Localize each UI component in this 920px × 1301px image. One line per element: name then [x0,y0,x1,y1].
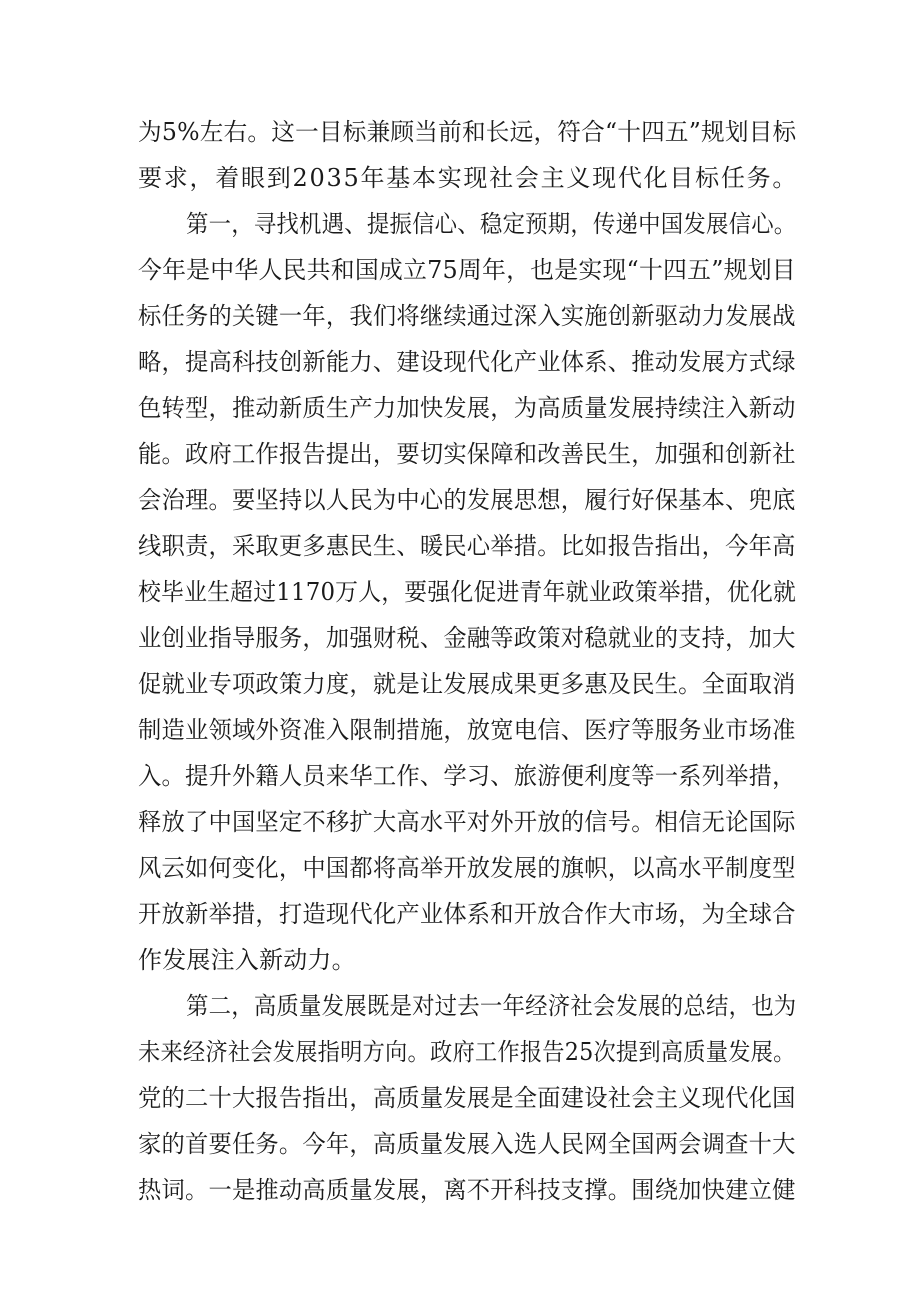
text-line: 未来经济社会发展指明方向。政府工作报告25次提到高质量发展。 [138,1038,796,1066]
text-line: 入。提升外籍人员来华工作、学习、旅游便利度等一系列举措， [138,762,796,790]
text-line: 为5%左右。这一目标兼顾当前和长远，符合“十四五”规划目标 [138,118,797,146]
text-line: 色转型，推动新质生产力加快发展，为高质量发展持续注入新动 [138,394,796,422]
text-line: 作发展注入新动力。 [138,946,356,974]
text-line: 校毕业生超过1170万人，要强化促进青年就业政策举措，优化就 [138,578,797,606]
text-line: 释放了中国坚定不移扩大高水平对外开放的信号。相信无论国际 [138,808,796,836]
text-line: 家的首要任务。今年，高质量发展入选人民网全国两会调查十大 [138,1130,796,1158]
text-line: 标任务的关键一年，我们将继续通过深入实施创新驱动力发展战 [138,302,796,330]
text-line: 开放新举措，打造现代化产业体系和开放合作大市场，为全球合 [138,900,796,928]
paragraph-first-line: 第二，高质量发展既是对过去一年经济社会发展的总结，也为 [186,992,797,1020]
text-line: 会治理。要坚持以人民为中心的发展思想，履行好保基本、兜底 [138,486,796,514]
text-line: 能。政府工作报告提出，要切实保障和改善民生，加强和创新社 [138,440,796,468]
text-line: 制造业领域外资准入限制措施，放宽电信、医疗等服务业市场准 [138,716,796,744]
text-line: 线职责，采取更多惠民生、暖民心举措。比如报告指出，今年高 [138,532,796,560]
text-line: 风云如何变化，中国都将高举开放发展的旗帜，以高水平制度型 [138,854,796,882]
text-line: 业创业指导服务，加强财税、金融等政策对稳就业的支持，加大 [138,624,796,652]
text-line: 今年是中华人民共和国成立75周年，也是实现“十四五”规划目 [138,256,796,284]
text-line: 略，提高科技创新能力、建设现代化产业体系、推动发展方式绿 [138,348,796,376]
paragraph-first-line: 第一，寻找机遇、提振信心、稳定预期，传递中国发展信心。 [186,210,797,238]
text-line: 要求，着眼到2035年基本实现社会主义现代化目标任务。 [138,164,799,192]
text-line: 党的二十大报告指出，高质量发展是全面建设社会主义现代化国 [138,1084,796,1112]
text-line: 热词。一是推动高质量发展，离不开科技支撑。围绕加快建立健 [138,1176,796,1204]
text-line: 促就业专项政策力度，就是让发展成果更多惠及民生。全面取消 [138,670,796,698]
